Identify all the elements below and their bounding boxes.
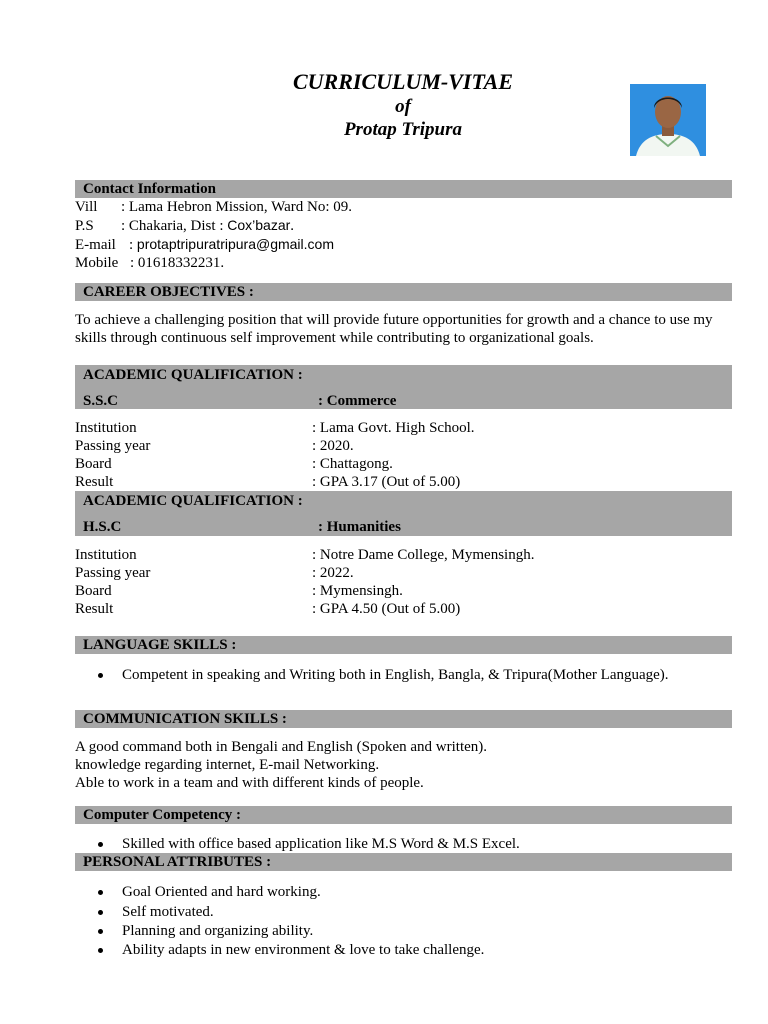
ssc-year-label: Passing year: [75, 438, 151, 454]
ssc-result-label: Result: [75, 474, 114, 490]
section-language-heading: LANGUAGE SKILLS :: [75, 636, 732, 654]
hsc-year-value: : 2022.: [312, 565, 354, 581]
computer-item-text: Skilled with office based application like M.S Word & M.S Excel.: [122, 836, 520, 852]
communication-line-3: Able to work in a team and with different kinds of people.: [75, 775, 424, 791]
ssc-year-value: : 2020.: [312, 438, 354, 454]
hsc-exam: H.S.C: [83, 519, 122, 535]
contact-mobile: [75, 254, 224, 272]
document-title: CURRICULUM-VITAE: [292, 69, 514, 94]
email-sep: :: [129, 237, 137, 253]
ps-label: P.S: [75, 218, 94, 234]
vill-label: Vill: [75, 199, 98, 215]
ssc-heading-label: ACADEMIC QUALIFICATION :: [83, 367, 303, 383]
personal-item-text: Goal Oriented and hard working.: [122, 884, 321, 900]
section-career-heading: CAREER OBJECTIVES :: [75, 283, 732, 301]
ssc-exam: S.S.C: [83, 393, 119, 409]
bullet-icon: [98, 910, 103, 915]
language-item-text: Competent in speaking and Writing both in English, Bangla, & Tripura(Mother Language).: [122, 667, 669, 683]
communication-line-1: A good command both in Bengali and English (Spoken and written).: [75, 739, 488, 755]
ssc-board-value: : Chattagong.: [312, 456, 393, 472]
hsc-institution-label: Institution: [75, 547, 137, 563]
email-label: E-mail: [75, 237, 116, 253]
candidate-name: Protap Tripura: [343, 119, 463, 140]
section-computer-heading: Computer Competency :: [75, 806, 732, 824]
district-value: Cox’bazar: [227, 217, 291, 233]
bullet-icon: [98, 842, 103, 847]
hsc-result-value: : GPA 4.50 (Out of 5.00): [312, 601, 461, 617]
section-hsc-heading: [75, 491, 732, 536]
hsc-year-label: Passing year: [75, 565, 151, 581]
person-photo-icon: [630, 84, 706, 156]
section-personal-heading: PERSONAL ATTRIBUTES :: [75, 853, 732, 871]
hsc-result-label: Result: [75, 601, 114, 617]
hsc-heading-label: ACADEMIC QUALIFICATION :: [83, 493, 303, 509]
ssc-institution-label: Institution: [75, 420, 137, 436]
hsc-institution-value: : Notre Dame College, Mymensingh.: [312, 547, 535, 563]
title-of: of: [395, 96, 411, 117]
personal-item-text: Ability adapts in new environment & love to take challenge.: [122, 942, 485, 958]
vill-value: : Lama Hebron Mission, Ward No: 09.: [121, 199, 352, 215]
section-ssc-heading: [75, 365, 732, 409]
personal-item-text: Self motivated.: [122, 904, 214, 920]
hsc-board-value: : Mymensingh.: [312, 583, 403, 599]
career-objective-text: To achieve a challenging position that will provide future opportunities for growth and a chance to use my skills through continuous self improvement while contributing to organizational goals.: [75, 312, 713, 346]
mobile-value: : 01618332231.: [130, 255, 225, 271]
bullet-icon: [98, 673, 103, 678]
section-communication-heading: COMMUNICATION SKILLS :: [75, 710, 732, 728]
hsc-board-label: Board: [75, 583, 112, 599]
ps-value: : Chakaria, Dist :: [121, 218, 228, 234]
ssc-result-value: : GPA 3.17 (Out of 5.00): [312, 474, 461, 490]
ssc-group: : Commerce: [318, 393, 397, 409]
contact-vill: [75, 198, 352, 216]
ps-period: .: [290, 218, 295, 234]
bullet-icon: [98, 929, 103, 934]
bullet-icon: [98, 890, 103, 895]
contact-ps: [75, 216, 294, 235]
email-value[interactable]: protaptripuratripura@gmail.com: [136, 236, 334, 252]
section-contact-heading: Contact Information: [75, 180, 732, 198]
communication-line-2: knowledge regarding internet, E-mail Networking.: [75, 757, 380, 773]
personal-item-text: Planning and organizing ability.: [122, 923, 314, 939]
bullet-icon: [98, 948, 103, 953]
ssc-board-label: Board: [75, 456, 112, 472]
mobile-label: Mobile: [75, 255, 119, 271]
profile-photo: [630, 84, 706, 156]
contact-email: [75, 235, 334, 254]
ssc-institution-value: : Lama Govt. High School.: [312, 420, 475, 436]
hsc-group: : Humanities: [318, 519, 401, 535]
